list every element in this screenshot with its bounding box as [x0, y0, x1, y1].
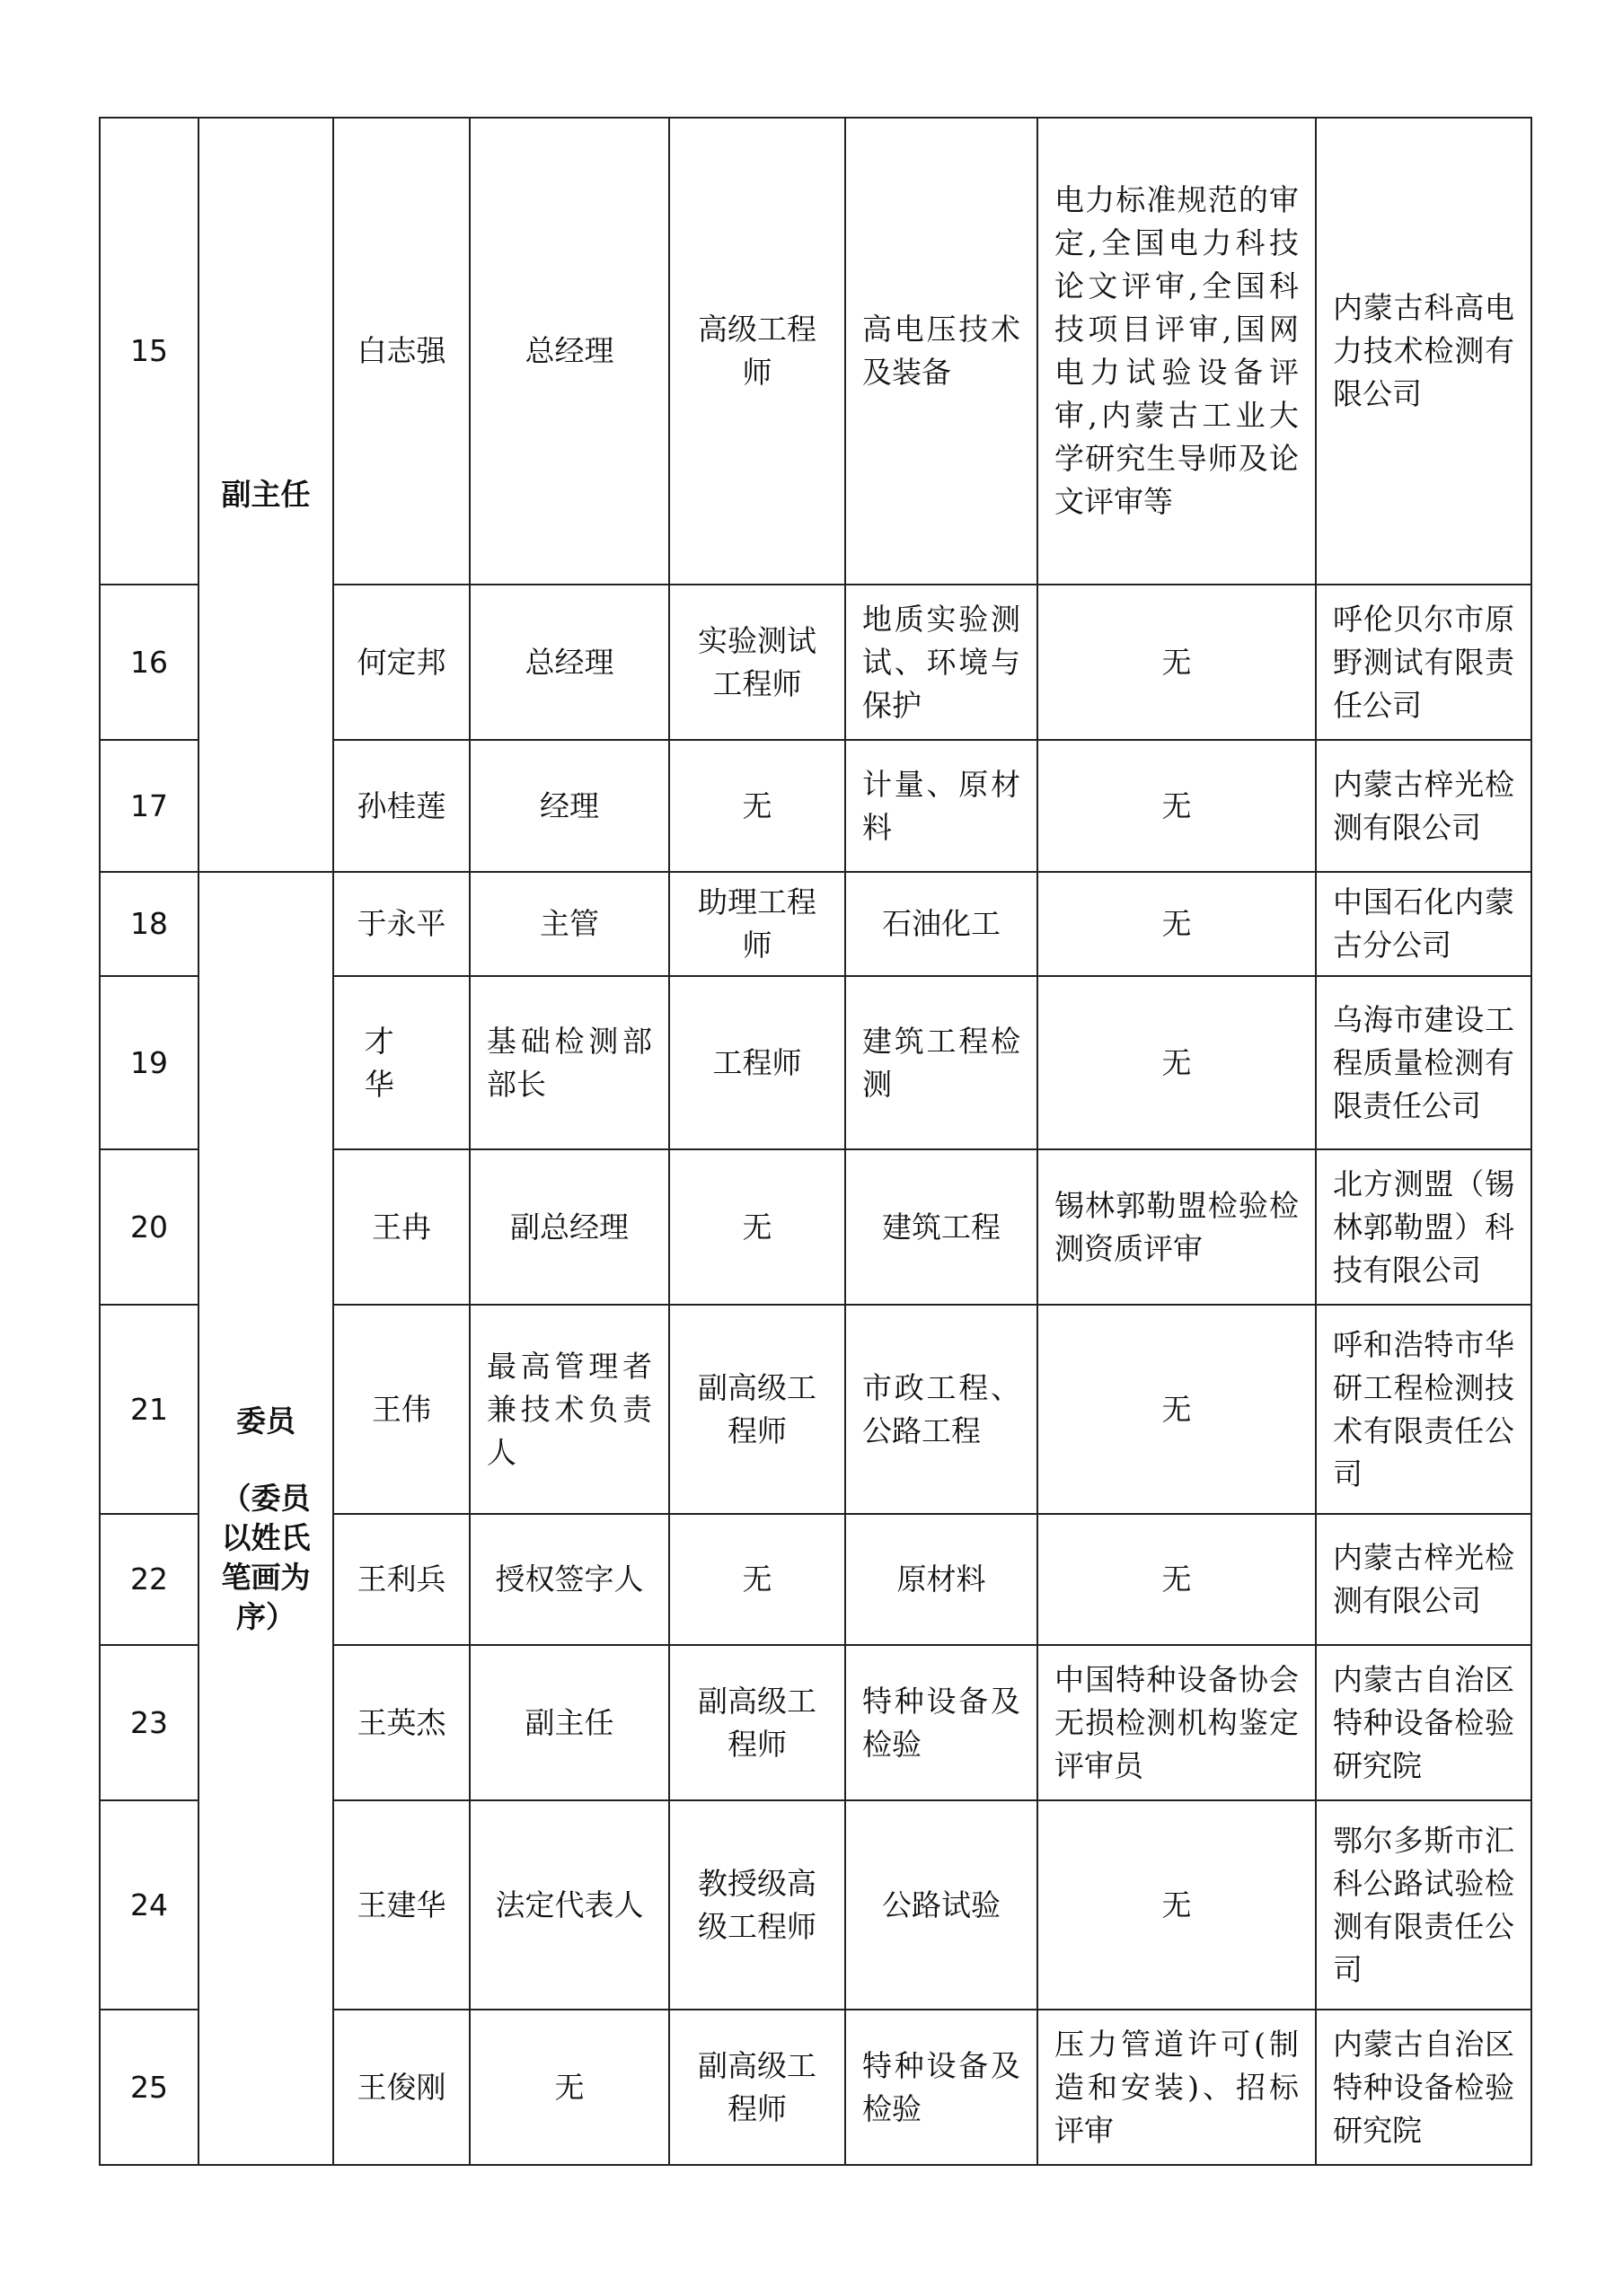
member-title: 副高级工程师 — [669, 2010, 845, 2165]
member-title: 助理工程师 — [669, 872, 845, 976]
row-number: 25 — [100, 2010, 198, 2165]
member-position: 无 — [470, 2010, 669, 2165]
member-position: 副总经理 — [470, 1149, 669, 1305]
member-position: 副主任 — [470, 1645, 669, 1800]
member-name-text: 才华 — [364, 1023, 439, 1102]
member-experience: 无 — [1037, 1514, 1316, 1645]
member-name — [333, 976, 470, 1149]
role-note: （委员以姓氏笔画为序） — [221, 1481, 311, 1634]
member-position: 总经理 — [470, 118, 669, 585]
member-title: 副高级工程师 — [669, 1305, 845, 1514]
table-row — [100, 118, 1531, 585]
role-group-vice-director — [198, 118, 333, 872]
member-specialty: 地质实验测试、环境与保护 — [845, 585, 1037, 740]
member-specialty: 石油化工 — [845, 872, 1037, 976]
member-specialty: 特种设备及检验 — [845, 2010, 1037, 2165]
member-name: 王冉 — [333, 1149, 470, 1305]
member-position: 法定代表人 — [470, 1800, 669, 2010]
member-position: 经理 — [470, 740, 669, 872]
member-name: 王伟 — [333, 1305, 470, 1514]
member-name: 王利兵 — [333, 1514, 470, 1645]
committee-roster-table — [99, 117, 1532, 2166]
member-organization: 北方测盟（锡林郭勒盟）科技有限公司 — [1316, 1149, 1531, 1305]
member-position: 总经理 — [470, 585, 669, 740]
member-name: 王建华 — [333, 1800, 470, 2010]
row-number: 21 — [100, 1305, 198, 1514]
row-number: 16 — [100, 585, 198, 740]
member-name: 王英杰 — [333, 1645, 470, 1800]
member-title: 无 — [669, 1514, 845, 1645]
row-number: 20 — [100, 1149, 198, 1305]
member-specialty: 市政工程、公路工程 — [845, 1305, 1037, 1514]
member-organization: 内蒙古自治区特种设备检验研究院 — [1316, 2010, 1531, 2165]
role-title: 副主任 — [221, 477, 311, 512]
member-name: 孙桂莲 — [333, 740, 470, 872]
member-title: 实验测试工程师 — [669, 585, 845, 740]
member-specialty: 公路试验 — [845, 1800, 1037, 2010]
member-experience: 锡林郭勒盟检验检测资质评审 — [1037, 1149, 1316, 1305]
member-organization: 内蒙古科高电力技术检测有限公司 — [1316, 118, 1531, 585]
member-specialty: 建筑工程 — [845, 1149, 1037, 1305]
member-title: 无 — [669, 1149, 845, 1305]
member-experience: 电力标准规范的审定,全国电力科技论文评审,全国科技项目评审,国网电力试验设备评审,内蒙古工业大学研究生导师及论文评审等 — [1037, 118, 1316, 585]
member-organization: 鄂尔多斯市汇科公路试验检测有限责任公司 — [1316, 1800, 1531, 2010]
member-organization: 内蒙古自治区特种设备检验研究院 — [1316, 1645, 1531, 1800]
member-title: 教授级高级工程师 — [669, 1800, 845, 2010]
member-title: 副高级工程师 — [669, 1645, 845, 1800]
member-specialty: 建筑工程检测 — [845, 976, 1037, 1149]
member-experience: 无 — [1037, 976, 1316, 1149]
member-name: 于永平 — [333, 872, 470, 976]
row-number: 15 — [100, 118, 198, 585]
member-specialty: 原材料 — [845, 1514, 1037, 1645]
row-number: 24 — [100, 1800, 198, 2010]
row-number: 22 — [100, 1514, 198, 1645]
member-specialty: 特种设备及检验 — [845, 1645, 1037, 1800]
row-number: 18 — [100, 872, 198, 976]
member-organization: 呼和浩特市华研工程检测技术有限责任公司 — [1316, 1305, 1531, 1514]
member-name: 王俊刚 — [333, 2010, 470, 2165]
member-specialty: 计量、原材料 — [845, 740, 1037, 872]
member-specialty: 高电压技术及装备 — [845, 118, 1037, 585]
member-name: 白志强 — [333, 118, 470, 585]
member-organization: 乌海市建设工程质量检测有限责任公司 — [1316, 976, 1531, 1149]
member-organization: 中国石化内蒙古分公司 — [1316, 872, 1531, 976]
role-title: 委员 — [236, 1403, 295, 1438]
role-group-members — [198, 872, 333, 2165]
member-organization: 内蒙古梓光检测有限公司 — [1316, 1514, 1531, 1645]
row-number: 23 — [100, 1645, 198, 1800]
member-experience: 压力管道许可(制造和安装)、招标评审 — [1037, 2010, 1316, 2165]
member-position: 基础检测部部长 — [470, 976, 669, 1149]
table-row — [100, 872, 1531, 976]
member-experience: 无 — [1037, 872, 1316, 976]
member-experience: 无 — [1037, 585, 1316, 740]
member-name: 何定邦 — [333, 585, 470, 740]
row-number: 19 — [100, 976, 198, 1149]
member-experience: 无 — [1037, 740, 1316, 872]
member-experience: 中国特种设备协会无损检测机构鉴定评审员 — [1037, 1645, 1316, 1800]
member-position: 授权签字人 — [470, 1514, 669, 1645]
member-position: 主管 — [470, 872, 669, 976]
member-organization: 内蒙古梓光检测有限公司 — [1316, 740, 1531, 872]
row-number: 17 — [100, 740, 198, 872]
member-organization: 呼伦贝尔市原野测试有限责任公司 — [1316, 585, 1531, 740]
member-experience: 无 — [1037, 1800, 1316, 2010]
member-title: 无 — [669, 740, 845, 872]
member-experience: 无 — [1037, 1305, 1316, 1514]
member-position: 最高管理者兼技术负责人 — [470, 1305, 669, 1514]
member-title: 高级工程师 — [669, 118, 845, 585]
member-title: 工程师 — [669, 976, 845, 1149]
